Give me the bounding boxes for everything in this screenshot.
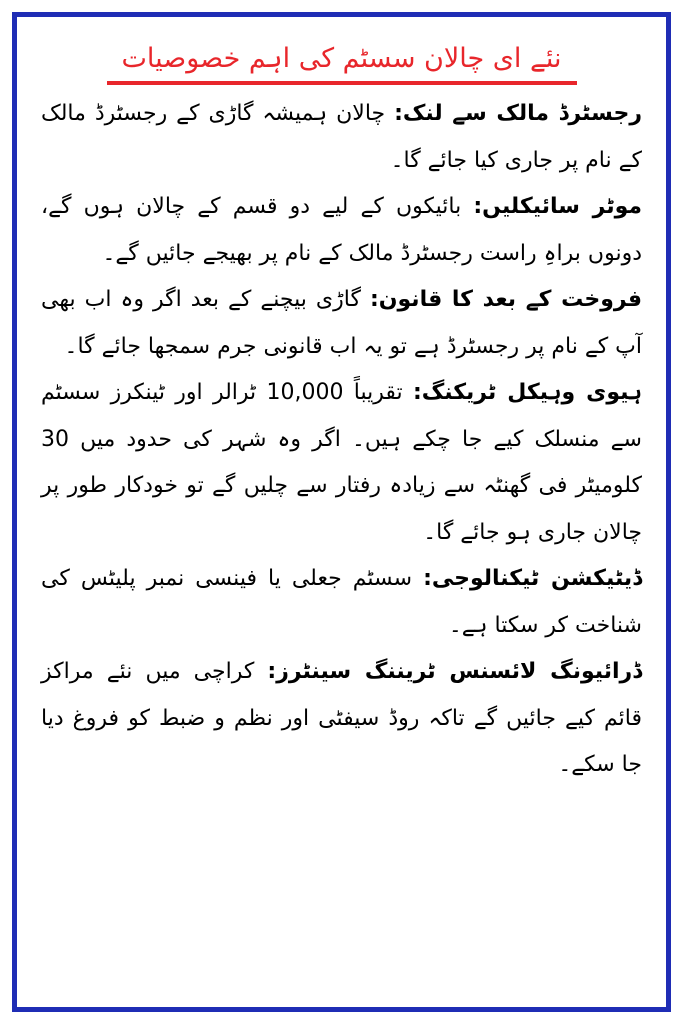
paragraph-text: بائیکوں کے لیے دو قسم کے چالان ہوں گے، دونوں براہِ راست رجسٹرڈ مالک کے نام پر بھیجے جائیں گے۔ bbox=[41, 194, 642, 266]
paragraph-text: کراچی میں نئے مراکز قائم کیے جائیں گے تاکہ روڈ سیفٹی اور نظم و ضبط کو فروغ دیا جا سکے۔ bbox=[41, 659, 642, 777]
paragraph-text: سسٹم جعلی یا فینسی نمبر پلیٹس کی شناخت کر سکتا ہے۔ bbox=[41, 566, 642, 638]
paragraph-after-sale-law bbox=[41, 277, 642, 370]
paragraph-detection-technology bbox=[41, 556, 642, 649]
paragraph-heading: ہیوی وہیکل ٹریکنگ: bbox=[412, 380, 642, 405]
page-title: نئے ای چالان سسٹم کی اہم خصوصیات bbox=[121, 43, 562, 74]
title-underline bbox=[107, 81, 577, 85]
paragraph-motorcycles bbox=[41, 184, 642, 277]
article-body bbox=[41, 91, 642, 789]
paragraph-heavy-vehicle-tracking bbox=[41, 370, 642, 556]
paragraph-heading: ڈرائیونگ لائسنس ٹریننگ سینٹرز: bbox=[267, 659, 642, 684]
paragraph-licence-training-centres bbox=[41, 649, 642, 789]
paragraph-text: چالان ہمیشہ گاڑی کے رجسٹرڈ مالک کے نام پر جاری کیا جائے گا۔ bbox=[41, 101, 642, 173]
page-frame bbox=[12, 12, 671, 1012]
paragraph-heading: ڈیٹیکشن ٹیکنالوجی: bbox=[423, 566, 642, 591]
paragraph-text: تقریباً 10,000 ٹرالر اور ٹینکرز سسٹم سے منسلک کیے جا چکے ہیں۔ اگر وہ شہر کی حدود میں 30 کلومیٹر فی گھنٹہ سے زیادہ رفتار سے چلیں گے تو خودکار طور پر چالان جاری ہو جائے گا۔ bbox=[41, 380, 642, 545]
paragraph-heading: فروخت کے بعد کا قانون: bbox=[369, 287, 642, 312]
paragraph-registered-owner bbox=[41, 91, 642, 184]
paragraph-heading: رجسٹرڈ مالک سے لنک: bbox=[394, 101, 643, 126]
paragraph-text: گاڑی بیچنے کے بعد اگر وہ اب بھی آپ کے نام پر رجسٹرڈ ہے تو یہ اب قانونی جرم سمجھا جائے گا۔ bbox=[41, 287, 642, 359]
paragraph-heading: موٹر سائیکلیں: bbox=[473, 194, 642, 219]
